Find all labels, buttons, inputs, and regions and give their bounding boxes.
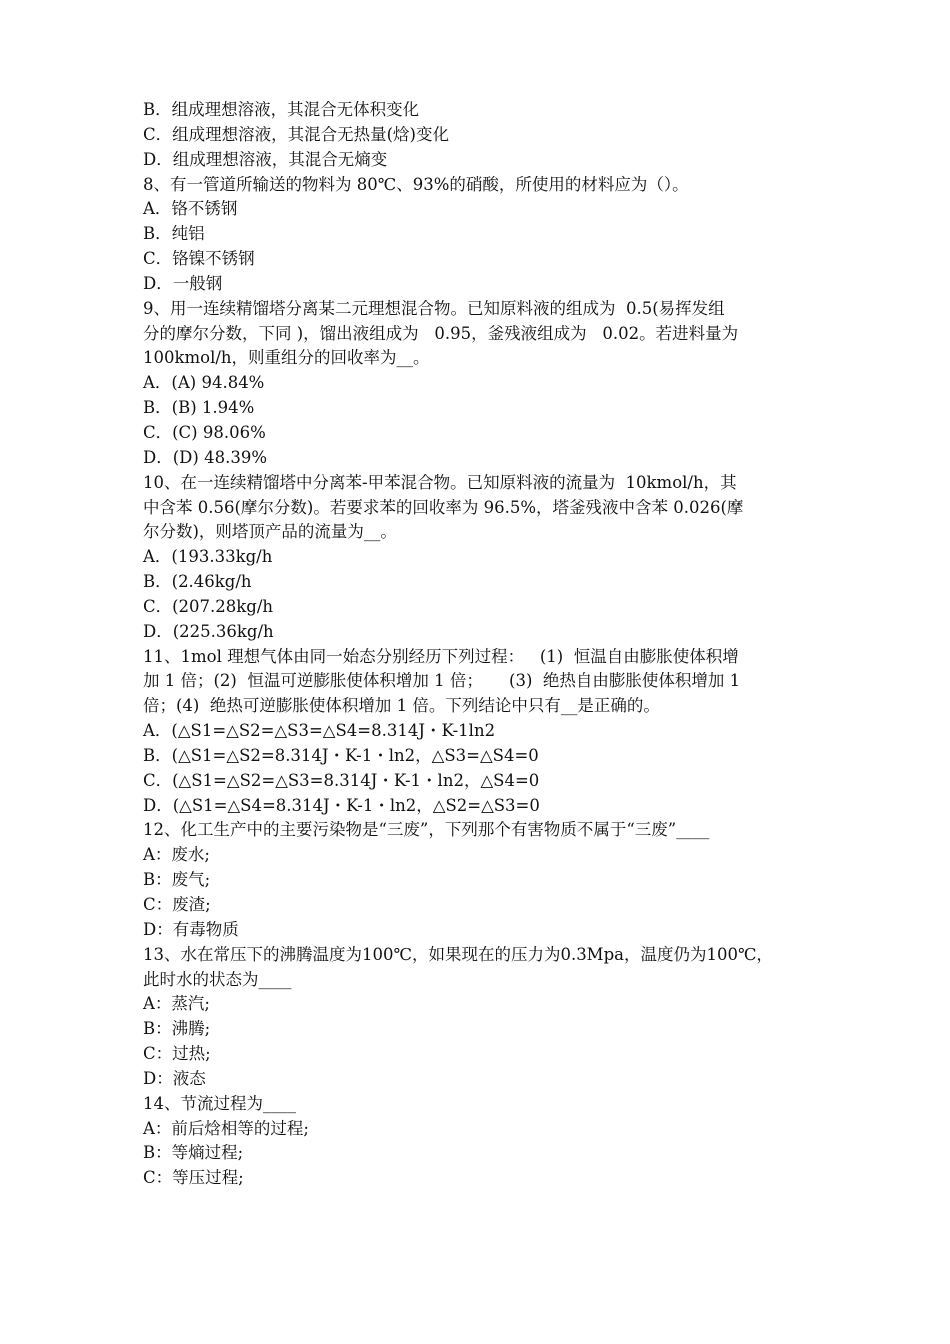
question-text: 此时水的状态为____: [143, 969, 292, 989]
option-line: D．(D) 48.39%: [143, 447, 267, 467]
option-line: D．一般钢: [143, 273, 223, 293]
question-text: 10、在一连续精馏塔中分离苯-甲苯混合物。已知原料液的流量为 10kmol/h，其: [143, 472, 737, 492]
option-line: C．(△S1=△S2=△S3=8.314J・K-1・ln2，△S4=0: [143, 770, 540, 790]
option-line: C．铬镍不锈钢: [143, 249, 255, 269]
option-line: C．(C) 98.06%: [143, 422, 266, 442]
option-line: B：沸腾;: [143, 1019, 211, 1039]
option-line: B．组成理想溶液，其混合无体积变化: [143, 100, 420, 119]
option-line: A．铬不锈钢: [143, 199, 238, 219]
option-line: D．组成理想溶液，其混合无熵变: [143, 149, 388, 169]
option-line: A：前后焓相等的过程;: [143, 1118, 309, 1138]
option-line: B．纯铝: [143, 224, 205, 244]
question-text: 中含苯 0.56(摩尔分数)。若要求苯的回收率为 96.5%，塔釜残液中含苯 0.026(摩: [143, 497, 744, 517]
option-line: B．(2.46kg/h: [143, 572, 252, 592]
option-line: C：废渣;: [143, 895, 211, 914]
option-line: C：等压过程;: [143, 1168, 244, 1188]
option-line: C：过热;: [143, 1044, 211, 1064]
option-line: B：废气;: [143, 870, 211, 890]
question-text: 倍；(4) 绝热可逆膨胀使体积增加 1 倍。下列结论中只有__是正确的。: [143, 696, 660, 716]
option-line: A：蒸汽;: [143, 994, 210, 1014]
option-line: A．(A) 94.84%: [143, 373, 265, 393]
option-line: B：等熵过程;: [143, 1143, 244, 1163]
option-line: D．(225.36kg/h: [143, 621, 274, 641]
option-line: A．(193.33kg/h: [143, 547, 273, 567]
option-line: D：液态: [143, 1068, 206, 1088]
option-line: B．(B) 1.94%: [143, 398, 255, 418]
option-line: A．(△S1=△S2=△S3=△S4=8.314J・K-1ln2: [143, 721, 496, 741]
question-text: 14、节流过程为____: [143, 1093, 296, 1113]
option-line: D．(△S1=△S4=8.314J・K-1・ln2，△S2=△S3=0: [143, 795, 540, 815]
option-line: C．(207.28kg/h: [143, 596, 274, 616]
question-text: 11、1mol 理想气体由同一始态分别经历下列过程： (1) 恒温自由膨胀使体积增: [143, 646, 739, 666]
question-text: 尔分数)，则塔顶产品的流量为__。: [143, 522, 397, 542]
question-text: 加 1 倍；(2) 恒温可逆膨胀使体积增加 1 倍； (3) 绝热自由膨胀使体积增加 1: [143, 671, 741, 691]
option-line: A：废水;: [143, 845, 210, 865]
question-text: 8、有一管道所输送的物料为 80℃、93%的硝酸，所使用的材料应为（）。: [143, 174, 689, 194]
option-line: B．(△S1=△S2=8.314J・K-1・ln2，△S3=△S4=0: [143, 745, 539, 765]
question-text: 100kmol/h，则重组分的回收率为__。: [143, 348, 430, 368]
option-line: C．组成理想溶液，其混合无热量(焓)变化: [143, 124, 449, 144]
option-line: D：有毒物质: [143, 919, 239, 939]
document-body: [143, 98, 809, 1191]
question-text: 12、化工生产中的主要污染物是“三废”，下列那个有害物质不属于“三废”____: [143, 820, 710, 840]
question-text: 13、水在常压下的沸腾温度为100℃，如果现在的压力为0.3Mpa，温度仍为100℃，: [143, 944, 773, 964]
question-text: 分的摩尔分数，下同 )，馏出液组成为 0.95，釜残液组成为 0.02。若进料量为: [143, 323, 739, 343]
question-text: 9、用一连续精馏塔分离某二元理想混合物。已知原料液的组成为 0.5(易挥发组: [143, 298, 725, 318]
